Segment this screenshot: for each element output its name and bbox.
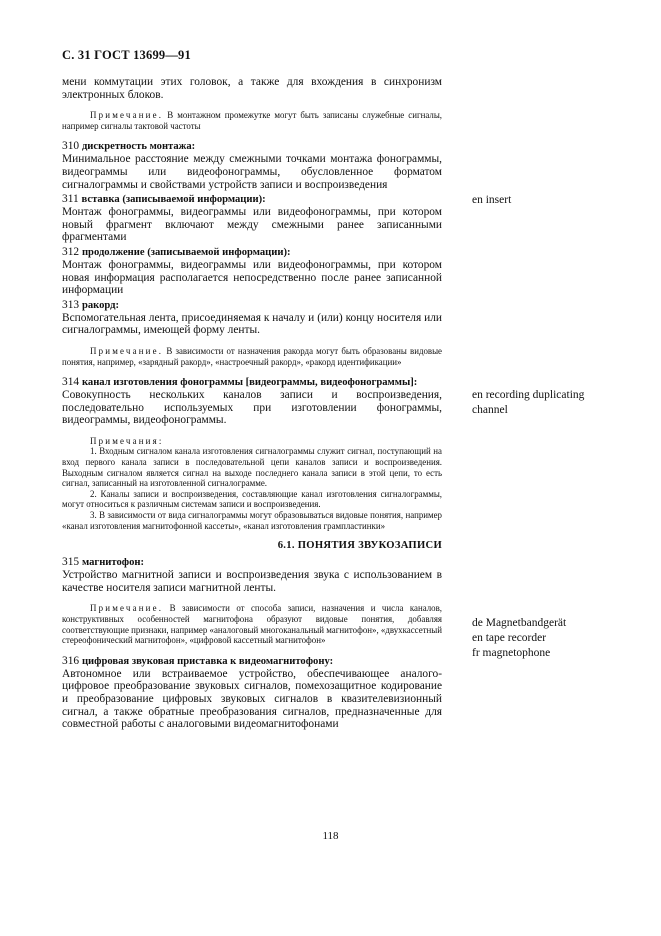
term-311: [62, 193, 442, 244]
term-definition: Монтаж фонограммы, видеограммы или видеофонограммы, при котором новая информация располагается непосредственно после ранее записанной информации: [62, 258, 442, 297]
note-text: В зависимости от способа записи, назначения и числа каналов, конструктивных особенностей магнитофона образуют видовые понятия, добавляя соответствующие признаки, например «аналоговый многоканальный магнитофон», «двухкассетный стереофонический магнитофон», «цифровой кассетный магнитофон»: [62, 603, 442, 646]
term-312: [62, 246, 442, 297]
page-header: С. 31 ГОСТ 13699—91: [62, 48, 191, 62]
term-310: [62, 140, 442, 191]
term-title: канал изготовления фонограммы [видеограммы, видеофонограммы]:: [81, 377, 418, 389]
section-title: 6.1. ПОНЯТИЯ ЗВУКОЗАПИСИ: [277, 540, 442, 552]
term-definition: Автономное или встраиваемое устройство, обеспечивающее аналого-цифровое преобразование звуковых сигналов, помехозащитное кодирование и преобразование цифровых звуковых сигналов в квазителевизионный сигнал, а также обратные преобразования сигналов, предназначенные для совместной работы с аналоговыми видеомагнитофонами: [62, 667, 442, 731]
term-number: 311: [62, 193, 79, 206]
note-label: Примечание.: [90, 345, 164, 356]
term-title: магнитофон:: [81, 557, 145, 569]
term-definition: Минимальное расстояние между смежными точками монтажа фонограммы, видеограммы или видеофонограммы, обусловленное форматом сигналограммы и свойствами устройств записи и воспроизведения: [62, 153, 442, 191]
note-text: В монтажном промежутке могут быть записаны служебные сигналы, например сигналы тактовой частоты: [62, 110, 442, 131]
foreign-term: en tape recorder: [472, 632, 547, 644]
term-notes: [62, 436, 442, 531]
term-note: [62, 603, 442, 645]
term-note: [62, 346, 442, 367]
term-definition: Вспомогательная лента, присоединяемая к началу и (или) концу носителя или сигналограммы, имеющей форму ленты.: [62, 311, 442, 337]
term-title: продолжение (записываемой информации):: [81, 246, 291, 258]
foreign-term: en insert: [472, 194, 512, 206]
term-number: 314: [62, 376, 80, 389]
term-number: 312: [62, 245, 80, 258]
foreign-term: de Magnetbandgerät: [472, 617, 567, 629]
note-item: 2. Каналы записи и воспроизведения, составляющие канал изготовления сигналограммы, могут относиться к различным системам записи и воспроизведения.: [62, 488, 442, 510]
note-item: 1. Входным сигналом канала изготовления сигналограммы служит сигнал, поступающий на вход первого канала записи в последовательной цепи каналов записи и воспроизведения. Выходным сигналом является сигнал на выходе последнего канала записи в этой цепи, то есть сигнал, записанный на изготовленной сигналограмме.: [62, 446, 442, 489]
term-definition: Устройство магнитной записи и воспроизведения звука с использованием в качестве носителя записи магнитной ленты.: [62, 569, 442, 594]
foreign-term: en recording duplicating: [472, 389, 585, 401]
foreign-equivalent-314: [472, 388, 584, 418]
note-label: Примечание.: [90, 110, 164, 121]
intro-paragraph: мени коммутации этих головок, а также для вхождения в синхронизм электронных блоков.: [62, 76, 442, 101]
term-314: [62, 376, 442, 531]
term-title: ракорд:: [81, 299, 120, 311]
page-number: 118: [322, 830, 339, 842]
note-item: 3. В зависимости от вида сигналограммы могут образовываться видовые понятия, например «канал изготовления магнитофонной кассеты», «канал изготовления грампластинки»: [62, 510, 442, 531]
term-title: вставка (записываемой информации):: [81, 194, 266, 206]
term-number: 316: [62, 654, 80, 667]
foreign-term: channel: [472, 404, 508, 416]
intro-note: [62, 110, 442, 131]
term-313: [62, 299, 442, 367]
note-text: В зависимости от назначения ракорда могут быть образованы видовые понятия, например, «зарядный ракорд», «настроечный ракорд», «ракорд идентификации»: [62, 345, 442, 367]
note-label: Примечание.: [90, 603, 164, 614]
foreign-equivalent-311: [472, 193, 511, 208]
term-title: цифровая звуковая приставка к видеомагнитофону:: [81, 655, 334, 667]
term-title: дискретность монтажа:: [81, 141, 196, 153]
foreign-equivalent-315: [472, 616, 566, 661]
notes-label: Примечания:: [90, 435, 164, 446]
term-definition: Монтаж фонограммы, видеограммы или видеофонограммы, при котором новый фрагмент включают между смежными ранее записанными фрагментами: [62, 206, 442, 244]
term-number: 315: [62, 556, 80, 569]
term-315: [62, 556, 442, 646]
term-316: [62, 655, 442, 731]
main-column: [62, 76, 442, 731]
term-number: 313: [62, 298, 80, 311]
term-number: 310: [62, 140, 80, 153]
term-definition: Совокупность нескольких каналов записи и воспроизведения, последовательно используемых при изготовлении фонограммы, видеограммы, видеофонограммы.: [62, 389, 442, 427]
foreign-term: fr magnetophone: [472, 647, 551, 659]
